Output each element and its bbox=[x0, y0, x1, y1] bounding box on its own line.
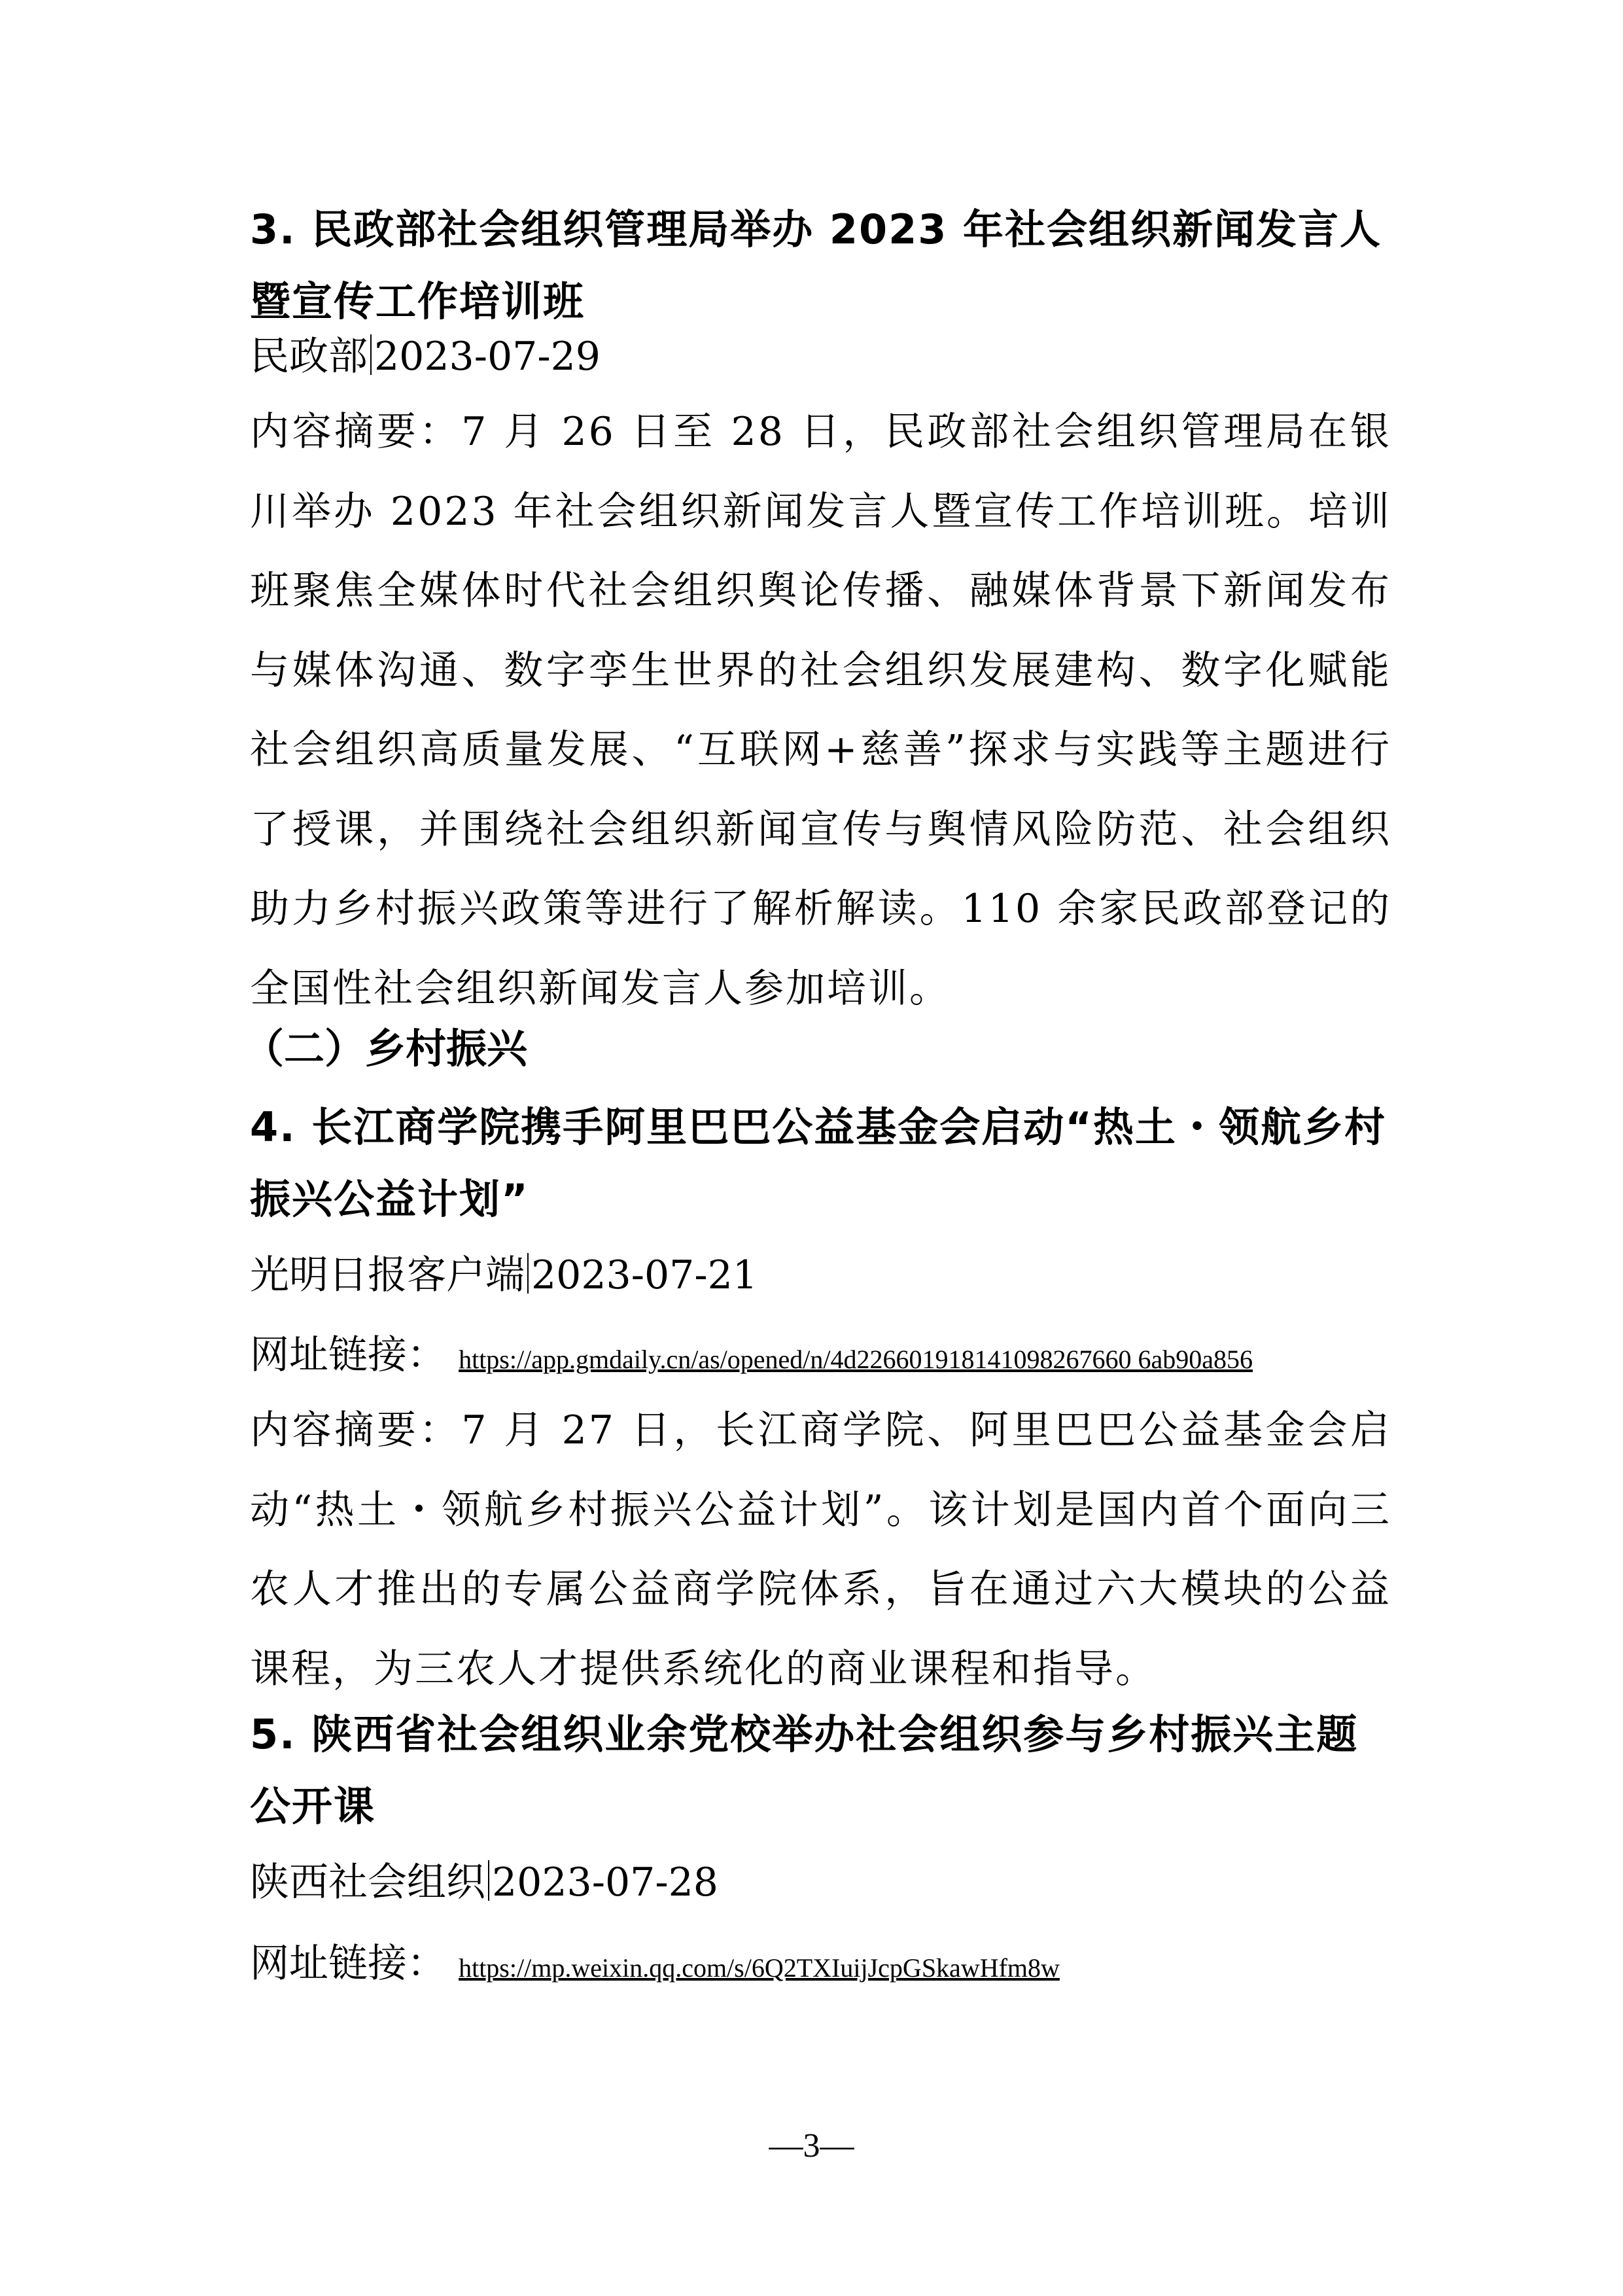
separator bbox=[488, 1860, 489, 1901]
item-5-title: 5. 陕西省社会组织业余党校举办社会组织参与乡村振兴主题公开课 bbox=[250, 1710, 1359, 1830]
item-4-link-row bbox=[250, 1319, 1391, 1396]
item-3-date: 2023-07-29 bbox=[374, 334, 601, 380]
item-5-date: 2023-07-28 bbox=[492, 1860, 718, 1905]
separator bbox=[370, 334, 372, 375]
item-5-link-label: 网址链接： bbox=[250, 1941, 446, 1987]
item-3-title: 3. 民政部社会组织管理局举办 2023 年社会组织新闻发言人暨宣传工作培训班 bbox=[250, 205, 1382, 325]
item-4-url-link[interactable]: https://app.gmdaily.cn/as/opened/n/4d226601918141098267660 6ab90a856 bbox=[459, 1345, 1253, 1374]
item-4-source: 光明日报客户端 bbox=[250, 1252, 525, 1298]
item-5-url-link[interactable]: https://mp.weixin.qq.com/s/6Q2TXIuijJcpGSkawHfm8w bbox=[459, 1953, 1060, 1983]
item-4-source-line bbox=[250, 1239, 1391, 1311]
item-4-summary: 内容摘要：7 月 27 日，长江商学院、阿里巴巴公益基金会启动“热土・领航乡村振兴公益计划”。该计划是国内首个面向三农人才推出的专属公益商学院体系，旨在通过六大模块的公益课程，为三农人才提供系统化的商业课程和指导。 bbox=[250, 1407, 1391, 1692]
item-3-source: 民政部 bbox=[250, 334, 368, 380]
item-4-link-label: 网址链接： bbox=[250, 1332, 446, 1378]
item-4-title: 4. 长江商学院携手阿里巴巴公益基金会启动“热土・领航乡村振兴公益计划” bbox=[250, 1103, 1387, 1223]
item-3-source-line bbox=[250, 321, 1391, 393]
section-heading: （二）乡村振兴 bbox=[243, 1025, 528, 1072]
item-5-source: 陕西社会组织 bbox=[250, 1860, 485, 1905]
item-5-link-row bbox=[250, 1928, 1391, 2004]
item-5-source-line bbox=[250, 1846, 1391, 1918]
item-3-summary: 内容摘要：7 月 26 日至 28 日，民政部社会组织管理局在银川举办 2023 年社会组织新闻发言人暨宣传工作培训班。培训班聚焦全媒体时代社会组织舆论传播、融媒体背景下新闻发布与媒体沟通、数字孪生世界的社会组织发展建构、数字化赋能社会组织高质量发展、“互联网+慈善”探求与实践等主题进行了授课，并围绕社会组织新闻宣传与舆情风险防范、社会组织助力乡村振兴政策等进行了解析解读。110 余家民政部登记的全国性社会组织新闻发言人参加培训。 bbox=[250, 409, 1391, 1012]
item-4-date: 2023-07-21 bbox=[531, 1252, 758, 1298]
page-number: —3— bbox=[769, 2127, 854, 2164]
separator bbox=[527, 1253, 529, 1294]
